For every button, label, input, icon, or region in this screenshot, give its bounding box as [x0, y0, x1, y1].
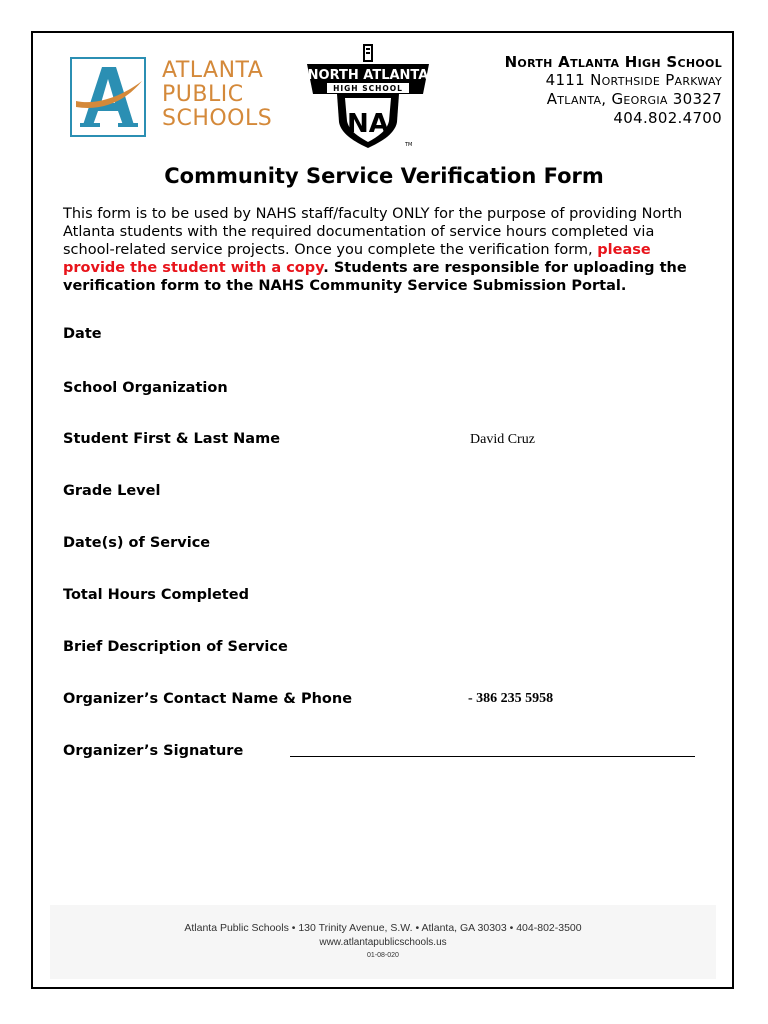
instructions-bold: . Students are responsible for uploading the verification form to the NAHS Community Service Submission Portal. [63, 260, 687, 294]
school-phone: 404.802.4700 [613, 109, 722, 127]
school-address-block [505, 53, 722, 128]
instructions-highlight: please provide the student with a copy [63, 242, 651, 276]
grade-level-label: Grade Level [63, 483, 161, 499]
aps-logo-line1: ATLANTA [162, 58, 264, 83]
na-logo-tm: TM [405, 142, 413, 148]
north-atlanta-shield-icon [305, 42, 431, 150]
atlanta-public-schools-logo [70, 57, 273, 141]
aps-logo-line2: PUBLIC [162, 82, 244, 107]
footer-url[interactable]: www.atlantapublicschools.us [319, 937, 447, 948]
form-instructions [63, 205, 708, 295]
organizer-signature-label: Organizer’s Signature [63, 743, 244, 759]
aps-logo-wordmark [162, 59, 272, 131]
aps-letter-a-icon [72, 59, 144, 135]
school-name: North Atlanta High School [504, 53, 722, 71]
description-label: Brief Description of Service [63, 639, 288, 655]
school-city: Atlanta, Georgia 30327 [546, 90, 722, 108]
school-street: 4111 Northside Parkway [545, 71, 722, 89]
aps-logo-box [70, 57, 146, 137]
na-logo-top-text: NORTH ATLANTA [307, 68, 429, 83]
date-label: Date [63, 326, 102, 342]
student-name-value[interactable]: David Cruz [470, 432, 535, 447]
instructions-text: This form is to be used by NAHS staff/faculty ONLY for the purpose of providing North Atlanta students with the required documentation of service hours completed via school-related service projects. Once you complete the verification form, [63, 206, 683, 258]
total-hours-label: Total Hours Completed [63, 587, 249, 603]
footer-address: Atlanta Public Schools • 130 Trinity Avenue, S.W. • Atlanta, GA 30303 • 404-802-3500 [184, 922, 582, 934]
signature-line [290, 756, 695, 757]
organizer-contact-value[interactable]: - 386 235 5958 [468, 691, 554, 706]
school-organization-label: School Organization [63, 380, 228, 396]
na-logo-banner-text: HIGH SCHOOL [333, 84, 403, 93]
aps-logo-line3: SCHOOLS [162, 106, 273, 131]
form-title: Community Service Verification Form [164, 164, 604, 188]
organizer-contact-label: Organizer’s Contact Name & Phone [63, 691, 353, 707]
student-name-label: Student First & Last Name [63, 431, 281, 447]
page-footer [50, 905, 716, 979]
north-atlanta-shield-logo [305, 42, 431, 150]
footer-form-code: 01-08-020 [367, 952, 399, 959]
dates-of-service-label: Date(s) of Service [63, 535, 211, 551]
na-logo-monogram: NA [347, 109, 389, 139]
